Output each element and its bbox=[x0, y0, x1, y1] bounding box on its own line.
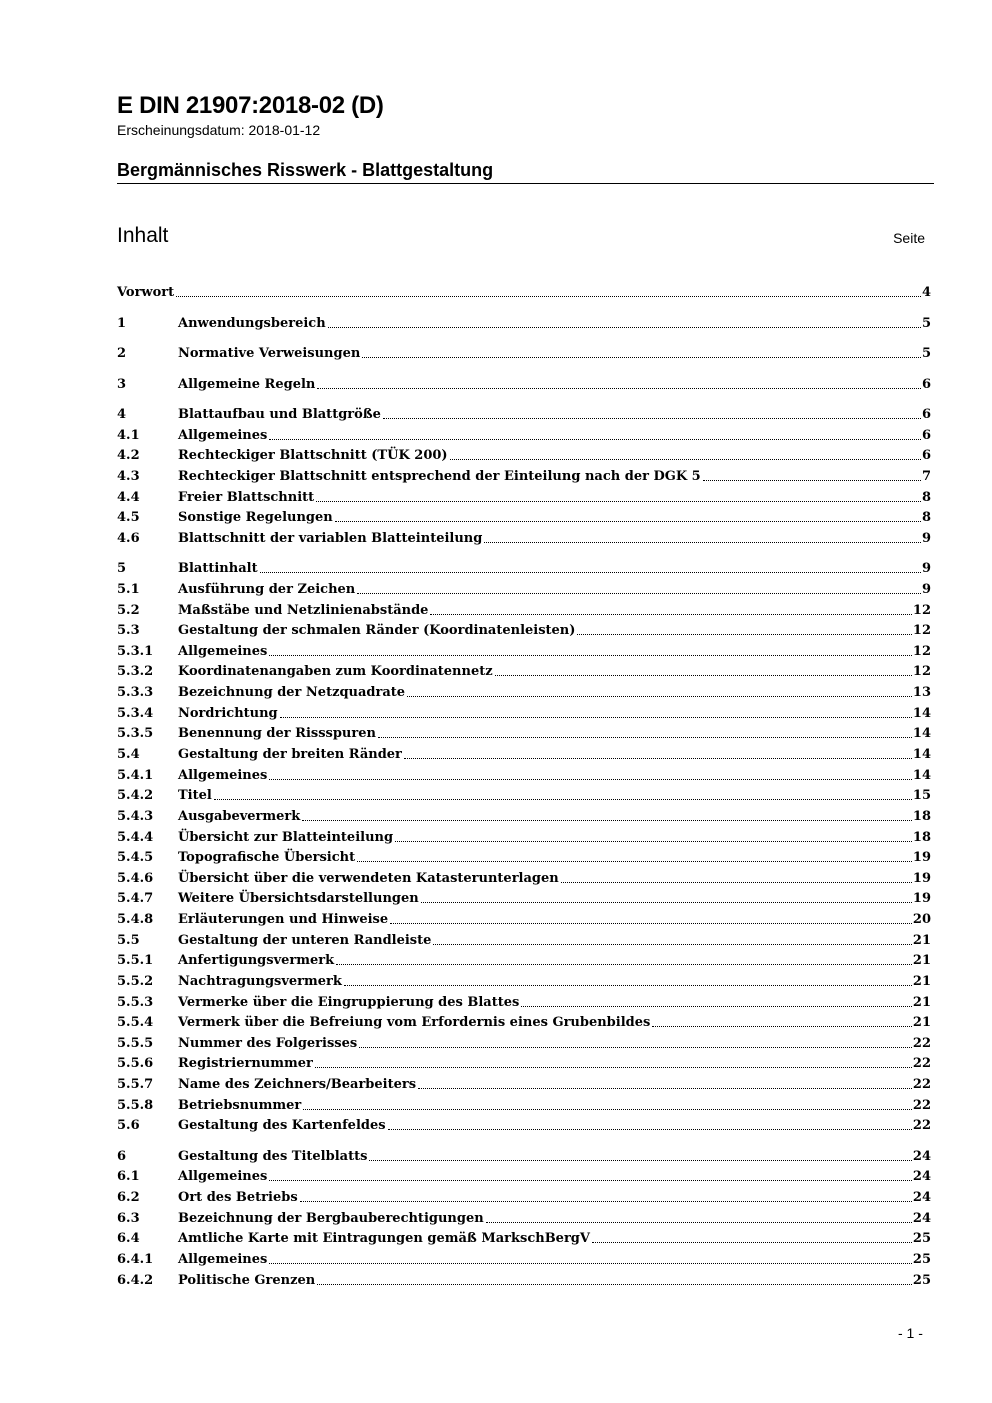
toc-entry-page: 19 bbox=[912, 870, 931, 886]
toc-entry[interactable] bbox=[117, 681, 931, 700]
toc-entry-page: 24 bbox=[912, 1210, 931, 1226]
toc-entry-page: 21 bbox=[912, 973, 931, 989]
toc-entry-title: Gestaltung des Kartenfeldes bbox=[178, 1118, 386, 1134]
toc-entry-title: Vermerke über die Eingruppierung des Blattes bbox=[178, 994, 520, 1010]
toc-leader-dots bbox=[344, 985, 912, 986]
toc-entry-page: 6 bbox=[921, 376, 931, 392]
toc-entry-number: 5.4.8 bbox=[117, 912, 154, 927]
page-number: - 1 - bbox=[898, 1325, 923, 1341]
toc-leader-dots bbox=[486, 1222, 912, 1223]
toc-entry-number: 5.4.2 bbox=[117, 788, 154, 804]
toc-entry[interactable] bbox=[117, 702, 931, 721]
toc-leader-dots bbox=[269, 439, 921, 440]
toc-entry[interactable] bbox=[117, 1073, 931, 1092]
toc-entry-number: 1 bbox=[117, 315, 127, 331]
toc-entry-page: 7 bbox=[921, 468, 931, 484]
toc-entry-title: Übersicht zur Blatteinteilung bbox=[178, 829, 394, 845]
toc-entry-page: 8 bbox=[921, 489, 931, 505]
toc-leader-dots bbox=[592, 1242, 912, 1243]
toc-entry-title: Sonstige Regelungen bbox=[178, 510, 333, 526]
toc-leader-dots bbox=[433, 944, 912, 945]
toc-entry-page: 12 bbox=[912, 602, 931, 618]
toc-leader-dots bbox=[388, 1129, 912, 1130]
toc-entry-number: 5.4.7 bbox=[117, 891, 154, 907]
toc-entry-page: 12 bbox=[912, 643, 931, 659]
toc-leader-dots bbox=[336, 964, 912, 965]
toc-entry-number: 5.3.3 bbox=[117, 685, 154, 701]
toc-entry-title: Topografische Übersicht bbox=[178, 850, 356, 866]
toc-entry-page: 24 bbox=[912, 1148, 931, 1164]
toc-entry-number: 4.1 bbox=[117, 427, 140, 443]
toc-entry-page: 6 bbox=[921, 448, 931, 464]
toc-entry-title: Nordrichtung bbox=[178, 705, 278, 721]
toc-entry-page: 22 bbox=[912, 1097, 931, 1113]
toc-leader-dots bbox=[390, 923, 912, 924]
toc-entry-number: 5.3.1 bbox=[117, 643, 154, 659]
toc-entry-page: 24 bbox=[912, 1169, 931, 1185]
toc-leader-dots bbox=[652, 1026, 912, 1027]
toc-entry[interactable] bbox=[117, 444, 931, 463]
toc-entry[interactable] bbox=[117, 887, 931, 906]
toc-entry-number: 3 bbox=[117, 376, 127, 392]
toc-leader-dots bbox=[357, 861, 912, 862]
toc-entry-title: Nachtragungsvermerk bbox=[178, 973, 342, 989]
toc-entry[interactable] bbox=[117, 619, 931, 638]
toc-entry-number: 6.4 bbox=[117, 1231, 140, 1247]
toc-entry-number: 5.4.6 bbox=[117, 870, 154, 886]
toc-entry-number: 5.4.4 bbox=[117, 829, 154, 845]
toc-entry-title: Amtliche Karte mit Eintragungen gemäß MarkschBergV bbox=[178, 1231, 590, 1247]
toc-entry-title: Allgemeines bbox=[178, 1169, 268, 1185]
toc-entry-page: 22 bbox=[912, 1118, 931, 1134]
toc-entry-number: 6.2 bbox=[117, 1190, 140, 1206]
toc-leader-dots bbox=[407, 696, 912, 697]
toc-entry[interactable] bbox=[117, 599, 931, 618]
toc-entry-number: 6 bbox=[117, 1148, 127, 1164]
toc-leader-dots bbox=[269, 655, 912, 656]
toc-entry-number: 4.5 bbox=[117, 510, 140, 526]
toc-leader-dots bbox=[404, 758, 912, 759]
toc-entry[interactable] bbox=[117, 949, 931, 968]
toc-entry-number: 5.3 bbox=[117, 623, 140, 639]
toc-entry-title: Anfertigungsvermerk bbox=[178, 953, 335, 969]
toc-entry-title: Rechteckiger Blattschnitt (TÜK 200) bbox=[178, 448, 448, 464]
toc-entry-page: 6 bbox=[921, 407, 931, 422]
toc-entry[interactable] bbox=[117, 805, 931, 824]
toc-entry-page: 4 bbox=[921, 285, 931, 300]
toc-entry-number: 5.5.5 bbox=[117, 1035, 154, 1051]
toc-entry-title: Blattinhalt bbox=[178, 561, 258, 577]
toc-entry[interactable] bbox=[117, 1207, 931, 1226]
toc-entry[interactable] bbox=[117, 1114, 931, 1133]
toc-leader-dots bbox=[315, 1067, 912, 1068]
toc-entry-title: Anwendungsbereich bbox=[178, 315, 326, 331]
toc-entry[interactable] bbox=[117, 342, 931, 361]
toc-leader-dots bbox=[561, 882, 912, 883]
toc-entry[interactable] bbox=[117, 826, 931, 845]
toc-entry[interactable] bbox=[117, 506, 931, 525]
toc-leader-dots bbox=[335, 521, 921, 522]
toc-leader-dots bbox=[450, 459, 921, 460]
toc-entry-page: 19 bbox=[912, 850, 931, 866]
toc-entry[interactable] bbox=[117, 640, 931, 659]
toc-entry-number: 5.5.6 bbox=[117, 1056, 154, 1072]
toc-entry-number: 5.4.3 bbox=[117, 808, 154, 824]
toc-entry-number: 5.5.8 bbox=[117, 1097, 154, 1113]
toc-entry-number: 5.3.4 bbox=[117, 705, 154, 721]
toc-entry[interactable] bbox=[117, 1227, 931, 1246]
toc-entry[interactable] bbox=[117, 578, 931, 597]
toc-heading: Inhalt bbox=[117, 224, 169, 247]
toc-entry-page: 22 bbox=[912, 1056, 931, 1072]
toc-entry-title: Erläuterungen und Hinweise bbox=[178, 912, 389, 927]
toc-entry-page: 25 bbox=[912, 1272, 931, 1288]
toc-entry[interactable] bbox=[117, 1269, 931, 1288]
toc-entry[interactable] bbox=[117, 1165, 931, 1184]
toc-entry-page: 14 bbox=[912, 726, 931, 742]
toc-entry[interactable] bbox=[117, 970, 931, 989]
toc-entry-number: 5.5.4 bbox=[117, 1015, 154, 1031]
toc-entry-page: 22 bbox=[912, 1035, 931, 1051]
toc-entry[interactable] bbox=[117, 557, 931, 576]
toc-entry-number: 2 bbox=[117, 346, 127, 361]
toc-entry-title: Gestaltung der breiten Ränder bbox=[178, 746, 402, 762]
toc-entry[interactable] bbox=[117, 867, 931, 886]
toc-entry-title: Allgemeines bbox=[178, 1251, 268, 1267]
toc-entry-page: 5 bbox=[921, 346, 931, 361]
toc-entry-title: Übersicht über die verwendeten Katasterunterlagen bbox=[178, 870, 559, 886]
toc-entry[interactable] bbox=[117, 465, 931, 484]
toc-entry-page: 21 bbox=[912, 1015, 931, 1031]
toc-entry-page: 6 bbox=[921, 427, 931, 443]
toc-entry-title: Name des Zeichners/Bearbeiters bbox=[178, 1077, 417, 1092]
toc-entry-number: 4.2 bbox=[117, 448, 140, 464]
toc-entry[interactable] bbox=[117, 660, 931, 679]
toc-entry-page: 12 bbox=[912, 664, 931, 680]
toc-entry-number: 6.4.2 bbox=[117, 1272, 154, 1288]
toc-entry-title: Politische Grenzen bbox=[178, 1272, 316, 1288]
toc-entry-title: Rechteckiger Blattschnitt entsprechend der Einteilung nach der DGK 5 bbox=[178, 468, 701, 484]
toc-entry-title: Ausgabevermerk bbox=[178, 808, 301, 824]
toc-entry-number: 5.1 bbox=[117, 581, 140, 597]
toc-leader-dots bbox=[269, 1263, 912, 1264]
toc-entry[interactable] bbox=[117, 784, 931, 803]
toc-entry[interactable] bbox=[117, 527, 931, 546]
toc-entry[interactable] bbox=[117, 846, 931, 865]
toc-entry-title: Gestaltung des Titelblatts bbox=[178, 1148, 368, 1164]
toc-leader-dots bbox=[303, 1109, 912, 1110]
toc-entry-title: Normative Verweisungen bbox=[178, 346, 361, 361]
toc-entry[interactable] bbox=[117, 929, 931, 948]
toc-entry-number: 5.6 bbox=[117, 1118, 140, 1134]
toc-leader-dots bbox=[328, 327, 921, 328]
toc-entry-title: Titel bbox=[178, 788, 212, 804]
toc-leader-dots bbox=[317, 388, 921, 389]
toc-leader-dots bbox=[430, 614, 911, 615]
toc-entry-title: Gestaltung der unteren Randleiste bbox=[178, 932, 432, 948]
toc-entry-page: 9 bbox=[921, 561, 931, 577]
toc-entry-number: 5.5 bbox=[117, 932, 140, 948]
toc-entry-page: 22 bbox=[912, 1077, 931, 1092]
toc-entry-page: 21 bbox=[912, 994, 931, 1010]
toc-entry[interactable] bbox=[117, 424, 931, 443]
toc-entry-page: 12 bbox=[912, 623, 931, 639]
toc-leader-dots bbox=[378, 737, 912, 738]
toc-entry-number: 6.4.1 bbox=[117, 1251, 154, 1267]
toc-entry-page: 8 bbox=[921, 510, 931, 526]
document-title: E DIN 21907:2018-02 (D) bbox=[117, 92, 384, 119]
table-of-contents bbox=[117, 0, 931, 1403]
toc-entry-number: 5.5.1 bbox=[117, 953, 154, 969]
toc-entry[interactable] bbox=[117, 1186, 931, 1205]
toc-entry-number: 5.5.2 bbox=[117, 973, 154, 989]
toc-leader-dots bbox=[495, 675, 912, 676]
toc-entry-title: Registriernummer bbox=[178, 1056, 313, 1072]
toc-entry[interactable] bbox=[117, 373, 931, 392]
toc-entry-number: 5.3.2 bbox=[117, 664, 154, 680]
toc-leader-dots bbox=[418, 1088, 912, 1089]
toc-entry-number: 5 bbox=[117, 561, 127, 577]
toc-entry-page: 5 bbox=[921, 315, 931, 331]
toc-entry-number: 6.1 bbox=[117, 1169, 140, 1185]
toc-leader-dots bbox=[395, 841, 912, 842]
toc-entry[interactable] bbox=[117, 1094, 931, 1113]
toc-entry-page: 24 bbox=[912, 1190, 931, 1206]
toc-entry-page: 21 bbox=[912, 953, 931, 969]
toc-entry[interactable] bbox=[117, 722, 931, 741]
toc-leader-dots bbox=[369, 1160, 912, 1161]
toc-entry-number: 4.4 bbox=[117, 489, 140, 505]
toc-entry-title: Vorwort bbox=[117, 285, 175, 300]
toc-entry-title: Allgemeines bbox=[178, 427, 268, 443]
toc-entry[interactable] bbox=[117, 991, 931, 1010]
toc-entry[interactable] bbox=[117, 908, 931, 927]
toc-leader-dots bbox=[260, 572, 921, 573]
toc-leader-dots bbox=[577, 634, 911, 635]
toc-entry-number: 6.3 bbox=[117, 1210, 140, 1226]
toc-leader-dots bbox=[357, 593, 921, 594]
toc-entry-page: 18 bbox=[912, 808, 931, 824]
toc-entry[interactable] bbox=[117, 403, 931, 422]
toc-entry-title: Weitere Übersichtsdarstellungen bbox=[178, 891, 419, 907]
toc-entry-page: 14 bbox=[912, 705, 931, 721]
toc-leader-dots bbox=[302, 820, 912, 821]
toc-entry-number: 5.4.1 bbox=[117, 767, 154, 783]
toc-leader-dots bbox=[383, 418, 921, 419]
toc-entry-number: 5.4 bbox=[117, 746, 140, 762]
toc-entry[interactable] bbox=[117, 1011, 931, 1030]
toc-entry[interactable] bbox=[117, 312, 931, 331]
toc-entry-title: Gestaltung der schmalen Ränder (Koordinatenleisten) bbox=[178, 623, 576, 639]
toc-entry-page: 25 bbox=[912, 1251, 931, 1267]
toc-entry-page: 25 bbox=[912, 1231, 931, 1247]
toc-leader-dots bbox=[269, 1180, 912, 1181]
toc-entry-page: 20 bbox=[912, 912, 931, 927]
toc-entry-page: 18 bbox=[912, 829, 931, 845]
toc-entry-page: 19 bbox=[912, 891, 931, 907]
toc-entry[interactable] bbox=[117, 1145, 931, 1164]
toc-entry-number: 5.5.7 bbox=[117, 1077, 154, 1092]
toc-leader-dots bbox=[317, 1284, 912, 1285]
toc-entry-page: 14 bbox=[912, 767, 931, 783]
toc-entry-page: 14 bbox=[912, 746, 931, 762]
toc-entry-title: Allgemeine Regeln bbox=[178, 376, 316, 392]
toc-entry-title: Blattschnitt der variablen Blatteinteilung bbox=[178, 530, 483, 546]
toc-entry-title: Freier Blattschnitt bbox=[178, 489, 315, 505]
toc-entry-title: Vermerk über die Befreiung vom Erfordernis eines Grubenbildes bbox=[178, 1015, 651, 1031]
toc-entry-title: Bezeichnung der Bergbauberechtigungen bbox=[178, 1210, 484, 1226]
toc-leader-dots bbox=[300, 1201, 912, 1202]
toc-leader-dots bbox=[703, 480, 921, 481]
toc-entry-title: Koordinatenangaben zum Koordinatennetz bbox=[178, 664, 493, 680]
toc-entry-title: Ausführung der Zeichen bbox=[178, 581, 356, 597]
toc-entry-page: 9 bbox=[921, 581, 931, 597]
toc-entry-page: 13 bbox=[912, 685, 931, 701]
page-column-label: Seite bbox=[893, 230, 925, 246]
toc-entry[interactable] bbox=[117, 1052, 931, 1071]
toc-entry[interactable] bbox=[117, 764, 931, 783]
toc-entry-number: 5.5.3 bbox=[117, 994, 154, 1010]
toc-entry-page: 21 bbox=[912, 932, 931, 948]
toc-entry[interactable] bbox=[117, 743, 931, 762]
toc-entry-title: Bezeichnung der Netzquadrate bbox=[178, 685, 406, 701]
toc-entry-page: 9 bbox=[921, 530, 931, 546]
toc-leader-dots bbox=[484, 542, 921, 543]
toc-leader-dots bbox=[316, 501, 921, 502]
toc-entry-number: 5.4.5 bbox=[117, 850, 154, 866]
toc-entry-title: Benennung der Rissspuren bbox=[178, 726, 376, 742]
toc-entry-number: 5.3.5 bbox=[117, 726, 154, 742]
toc-entry-number: 5.2 bbox=[117, 602, 140, 618]
toc-entry[interactable] bbox=[117, 281, 931, 300]
toc-entry-title: Allgemeines bbox=[178, 643, 268, 659]
document-subtitle: Bergmännisches Risswerk - Blattgestaltung bbox=[117, 160, 494, 180]
toc-entry-title: Maßstäbe und Netzlinienabstände bbox=[178, 602, 429, 618]
toc-entry-title: Nummer des Folgerisses bbox=[178, 1035, 358, 1051]
toc-leader-dots bbox=[359, 1047, 912, 1048]
toc-leader-dots bbox=[362, 357, 921, 358]
toc-leader-dots bbox=[421, 902, 912, 903]
toc-entry[interactable] bbox=[117, 1032, 931, 1051]
toc-entry-title: Blattaufbau und Blattgröße bbox=[178, 407, 381, 422]
toc-leader-dots bbox=[176, 296, 921, 297]
toc-entry-number: 4 bbox=[117, 407, 127, 422]
toc-entry-title: Betriebsnummer bbox=[178, 1097, 302, 1113]
toc-entry-number: 4.6 bbox=[117, 530, 140, 546]
toc-entry-number: 4.3 bbox=[117, 468, 140, 484]
toc-entry[interactable] bbox=[117, 1248, 931, 1267]
toc-entry-title: Allgemeines bbox=[178, 767, 268, 783]
toc-leader-dots bbox=[521, 1006, 912, 1007]
toc-entry-title: Ort des Betriebs bbox=[178, 1190, 298, 1206]
toc-leader-dots bbox=[214, 799, 912, 800]
toc-entry[interactable] bbox=[117, 486, 931, 505]
toc-leader-dots bbox=[269, 779, 912, 780]
publication-date: Erscheinungsdatum: 2018-01-12 bbox=[117, 122, 321, 138]
toc-leader-dots bbox=[280, 717, 912, 718]
toc-entry-page: 15 bbox=[912, 788, 931, 804]
